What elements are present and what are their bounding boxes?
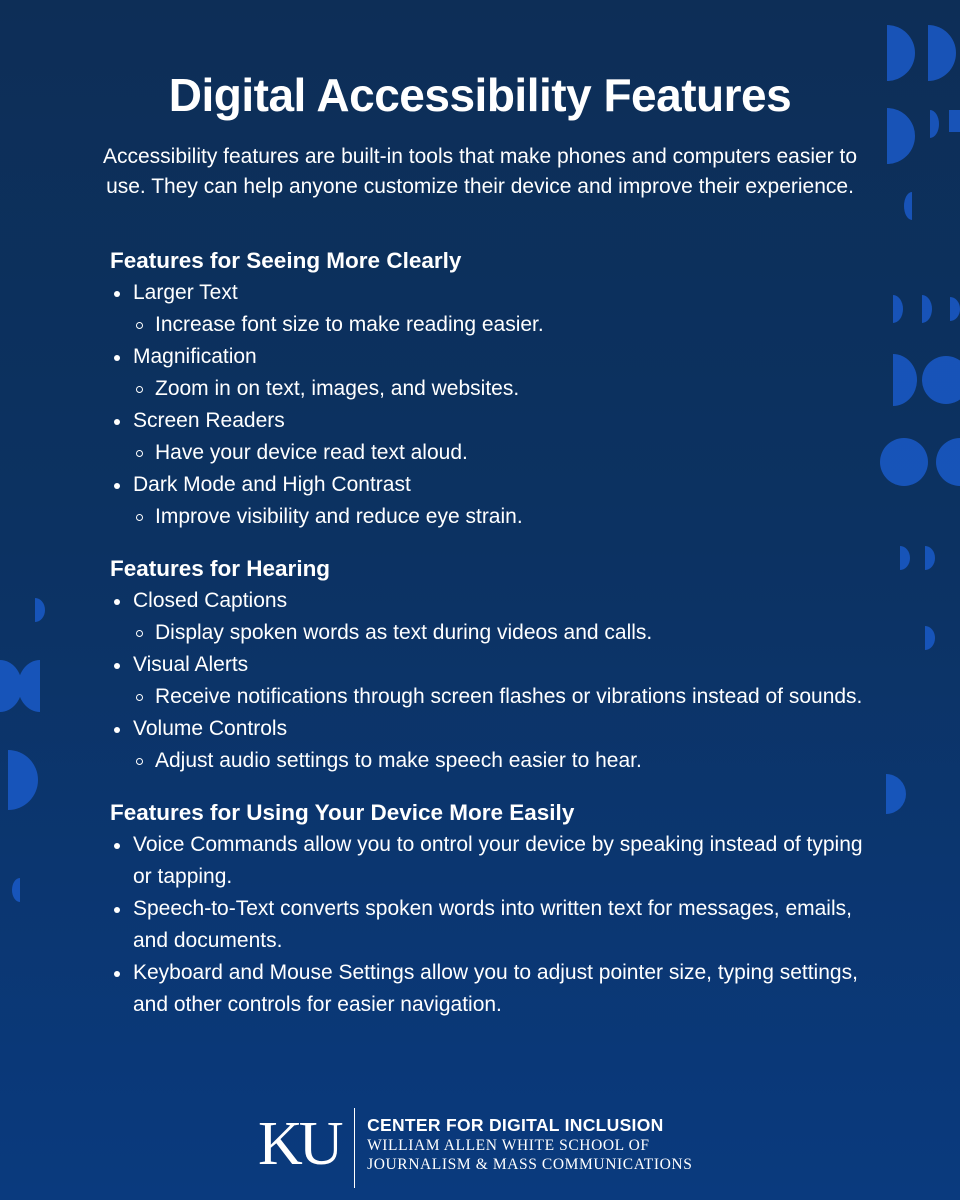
feature-detail: Receive notifications through screen flashes or vibrations instead of sounds. [133,681,870,713]
section-heading: Features for Hearing [110,556,331,581]
list-item [110,277,870,341]
list-item [110,585,870,649]
school-name-line-1: WILLIAM ALLEN WHITE SCHOOL OF [367,1137,650,1154]
half-circle-shape [35,598,45,622]
section-seeing [110,245,870,533]
feature-label: Dark Mode and High Contrast [133,473,411,496]
feature-list [110,277,870,533]
section-device-use [110,797,870,1021]
org-name: CENTER FOR DIGITAL INCLUSION [367,1115,664,1135]
half-circle-shape [904,192,912,220]
feature-list [110,829,870,1021]
circle-shape [880,438,928,486]
list-item [110,649,870,713]
list-item: Speech-to-Text converts spoken words into written text for messages, emails, and documents. [110,893,870,957]
feature-detail: Adjust audio settings to make speech easier to hear. [133,745,870,777]
half-circle-shape [936,438,960,486]
half-circle-shape [925,546,935,570]
section-heading: Features for Using Your Device More Easily [110,800,575,825]
feature-label: Larger Text [133,281,238,304]
feature-detail: Zoom in on text, images, and websites. [133,373,870,405]
list-item: Voice Commands allow you to ontrol your device by speaking instead of typing or tapping. [110,829,870,893]
feature-detail: Have your device read text aloud. [133,437,870,469]
footer-text [367,1108,692,1174]
feature-detail: Increase font size to make reading easier. [133,309,870,341]
half-circle-shape [925,626,935,650]
half-circle-shape [893,295,903,323]
half-circle-shape [886,774,906,814]
feature-label: Magnification [133,345,257,368]
list-item [110,405,870,469]
half-circle-shape [12,878,20,902]
school-name-line-2: JOURNALISM & MASS COMMUNICATIONS [367,1156,693,1173]
feature-detail: Improve visibility and reduce eye strain. [133,501,870,533]
section-hearing [110,553,870,777]
feature-detail: Display spoken words as text during videos and calls. [133,617,870,649]
feature-list [110,585,870,777]
half-circle-shape [950,297,960,321]
half-circle-shape [922,295,932,323]
feature-label: Screen Readers [133,409,285,432]
page-title: Digital Accessibility Features [168,69,792,121]
list-item: Keyboard and Mouse Settings allow you to adjust pointer size, typing settings, and other controls for easier navigation. [110,957,870,1021]
ku-logo: KU [258,1110,340,1178]
half-circle-shape [8,750,38,810]
half-circle-shape [0,660,22,712]
half-circle-shape [900,546,910,570]
list-item [110,713,870,777]
list-item [110,469,870,533]
intro-paragraph: Accessibility features are built-in tools that make phones and computers easier to use. They can help anyone customize their device and improve their experience. [102,145,858,198]
circle-shape [922,356,960,404]
list-item [110,341,870,405]
half-circle-shape [18,660,40,712]
footer-branding [258,1108,692,1188]
feature-label: Visual Alerts [133,653,249,676]
feature-label: Closed Captions [133,589,288,612]
feature-label: Volume Controls [133,717,288,740]
feature-sections [110,245,870,1041]
footer-divider [354,1108,356,1188]
section-heading: Features for Seeing More Clearly [110,248,462,273]
half-circle-shape [893,354,917,406]
